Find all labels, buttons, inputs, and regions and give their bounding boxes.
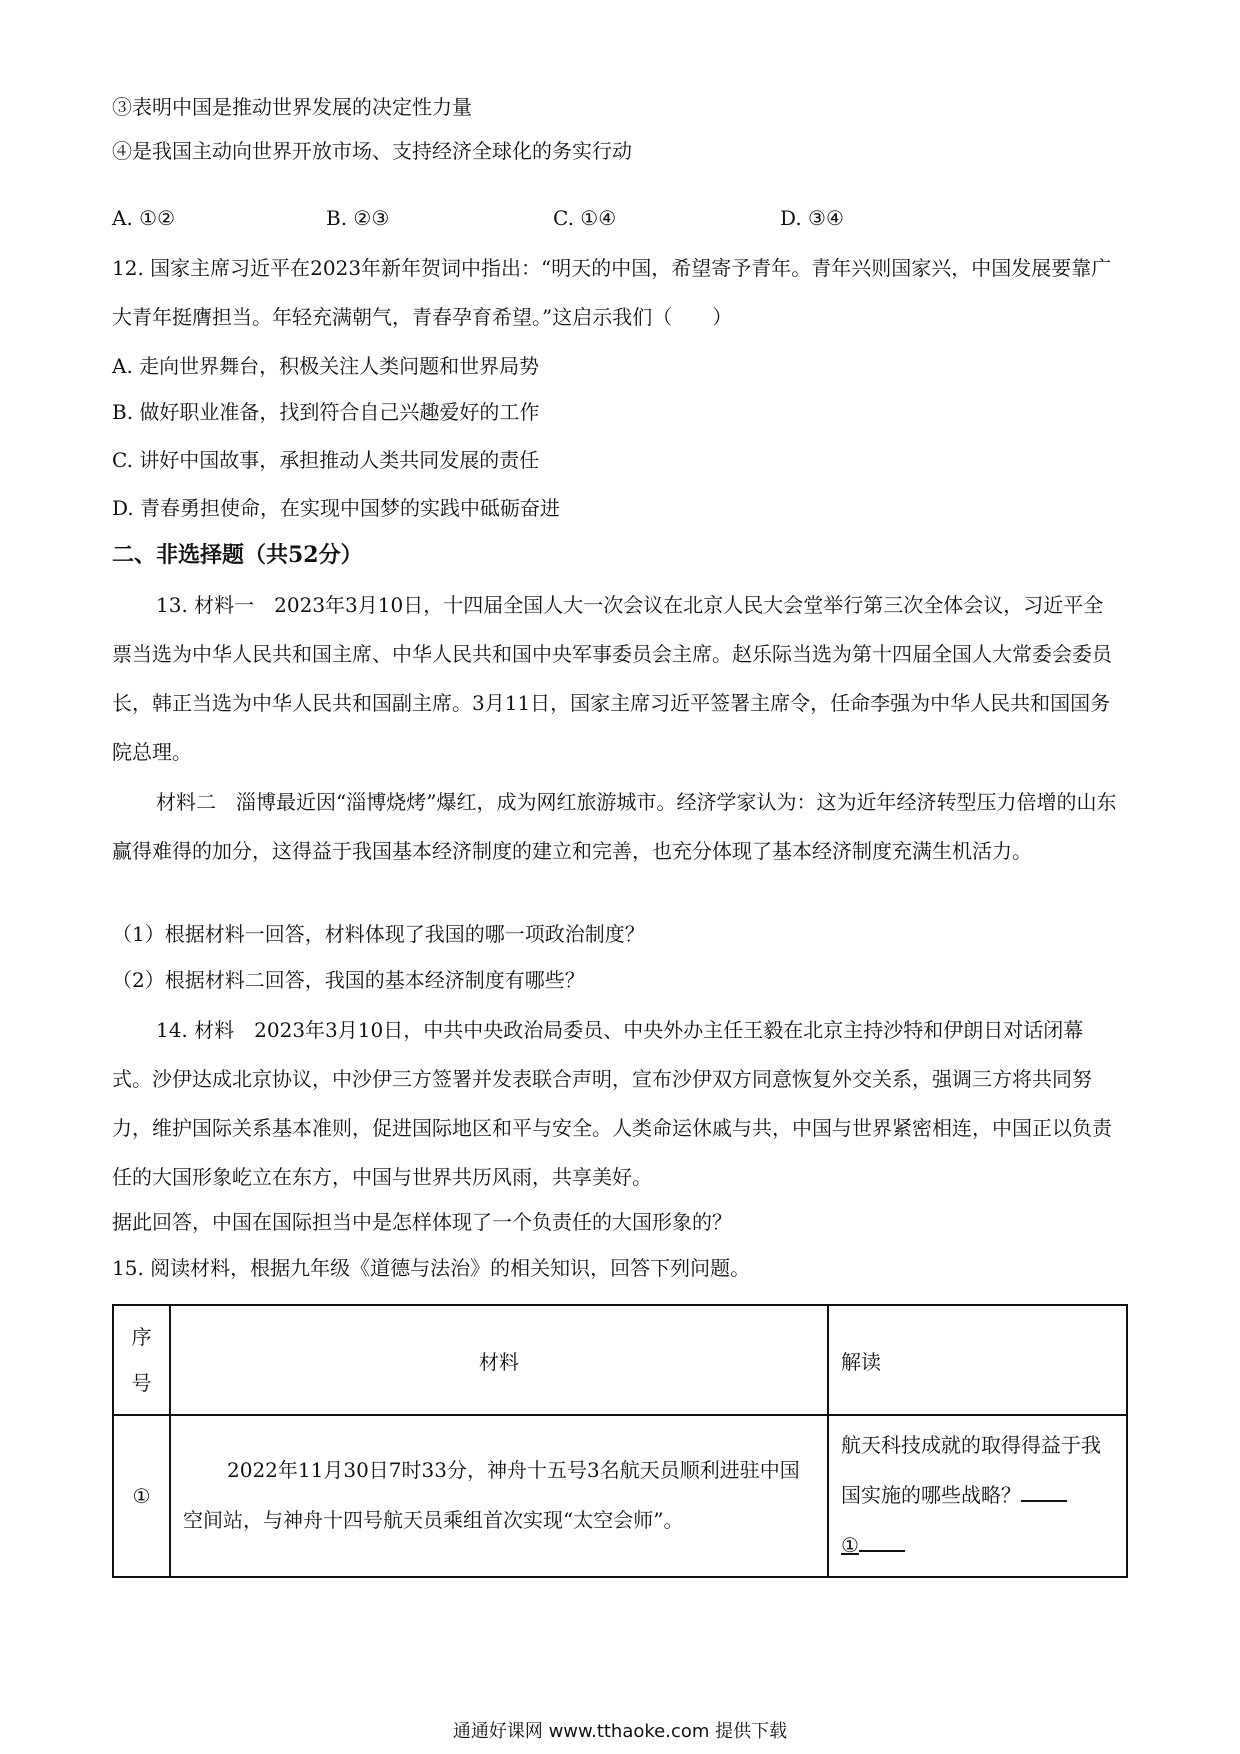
q12-option-c: C. 讲好中国故事，承担推动人类共同发展的责任 (112, 448, 540, 472)
q15-table (112, 1304, 1128, 1578)
q12-option-d: D. 青春勇担使命，在实现中国梦的实践中砥砺奋进 (112, 496, 561, 520)
header-seq (113, 1305, 170, 1415)
header-seq-top: 序 (131, 1325, 152, 1349)
section-heading: 二、非选择题（共52分） (112, 542, 363, 568)
q13-material-2: 材料二 淄博最近因“淄博烧烤”爆红，成为网红旅游城市。经济学家认为：这为近年经济转型压力倍增的山东赢得难得的加分，这得益于我国基本经济制度的建立和完善，也充分体现了基本经济制度充满生机活力。 (112, 790, 1117, 863)
q14-material: 14. 材料 2023年3月10日，中共中央政治局委员、中央外办主任王毅在北京主持沙特和伊朗日对话闭幕式。沙伊达成北京协议，中沙伊三方签署并发表联合声明，宣布沙伊双方同意恢复外交关系，强调三方将共同努力，维护国际关系基本准则，促进国际地区和平与安全。人类命运休戚与共，中国与世界紧密相连，中国正以负责任的大国形象屹立在东方，中国与世界共历风雨，共享美好。 (112, 1018, 1112, 1189)
q11-item-4: ④是我国主动向世界开放市场、支持经济全球化的务实行动 (112, 139, 632, 163)
q11-option-d: D. ③④ (780, 206, 844, 230)
q13-material-1: 13. 材料一 2023年3月10日，十四届全国人大一次会议在北京人民大会堂举行第三次全体会议，习近平全票当选为中华人民共和国主席、中华人民共和国中央军事委员会主席。赵乐际当选为第十四届全国人大常委会委员长，韩正当选为中华人民共和国副主席。3月11日，国家主席习近平签署主席令，任命李强为中华人民共和国国务院总理。 (112, 593, 1112, 764)
row-seq: ① (113, 1415, 170, 1577)
q15-stem: 15. 阅读材料，根据九年级《道德与法治》的相关知识，回答下列问题。 (112, 1256, 751, 1280)
table-header-row (113, 1305, 1127, 1415)
header-material: 材料 (170, 1305, 828, 1415)
answer-blank-1[interactable] (859, 1530, 905, 1552)
header-seq-bottom: 号 (131, 1371, 152, 1395)
row-reading-text: 航天科技成就的取得得益于我国实施的哪些战略？ (841, 1433, 1101, 1507)
row-reading (828, 1415, 1127, 1577)
header-reading: 解读 (828, 1305, 1127, 1415)
q12-option-b: B. 做好职业准备，找到符合自己兴趣爱好的工作 (112, 400, 540, 424)
q14-question: 据此回答，中国在国际担当中是怎样体现了一个负责任的大国形象的？ (112, 1210, 732, 1234)
answer-blank[interactable] (1021, 1480, 1067, 1502)
q11-item-3: ③表明中国是推动世界发展的决定性力量 (112, 95, 472, 119)
table-row (113, 1415, 1127, 1577)
q11-option-b: B. ②③ (326, 206, 390, 230)
q12-option-a: A. 走向世界舞台，积极关注人类问题和世界局势 (112, 354, 540, 378)
q11-option-a: A. ①② (112, 206, 176, 230)
q13-question-2: （2）根据材料二回答，我国的基本经济制度有哪些？ (112, 968, 585, 992)
q11-option-c: C. ①④ (553, 206, 617, 230)
page-footer: 通通好课网 www.tthaoke.com 提供下载 (452, 1721, 788, 1742)
answer-blank-label: ① (841, 1533, 859, 1557)
q12-stem: 12. 国家主席习近平在2023年新年贺词中指出：“明天的中国，希望寄予青年。青年兴则国家兴，中国发展要靠广大青年挺膺担当。年轻充满朝气，青春孕育希望。”这启示我们（ ） (112, 256, 1112, 329)
row-material: 2022年11月30日7时33分，神舟十五号3名航天员顺利进驻中国空间站，与神舟十四号航天员乘组首次实现“太空会师”。 (170, 1415, 828, 1577)
q13-question-1: （1）根据材料一回答，材料体现了我国的哪一项政治制度？ (112, 922, 645, 946)
